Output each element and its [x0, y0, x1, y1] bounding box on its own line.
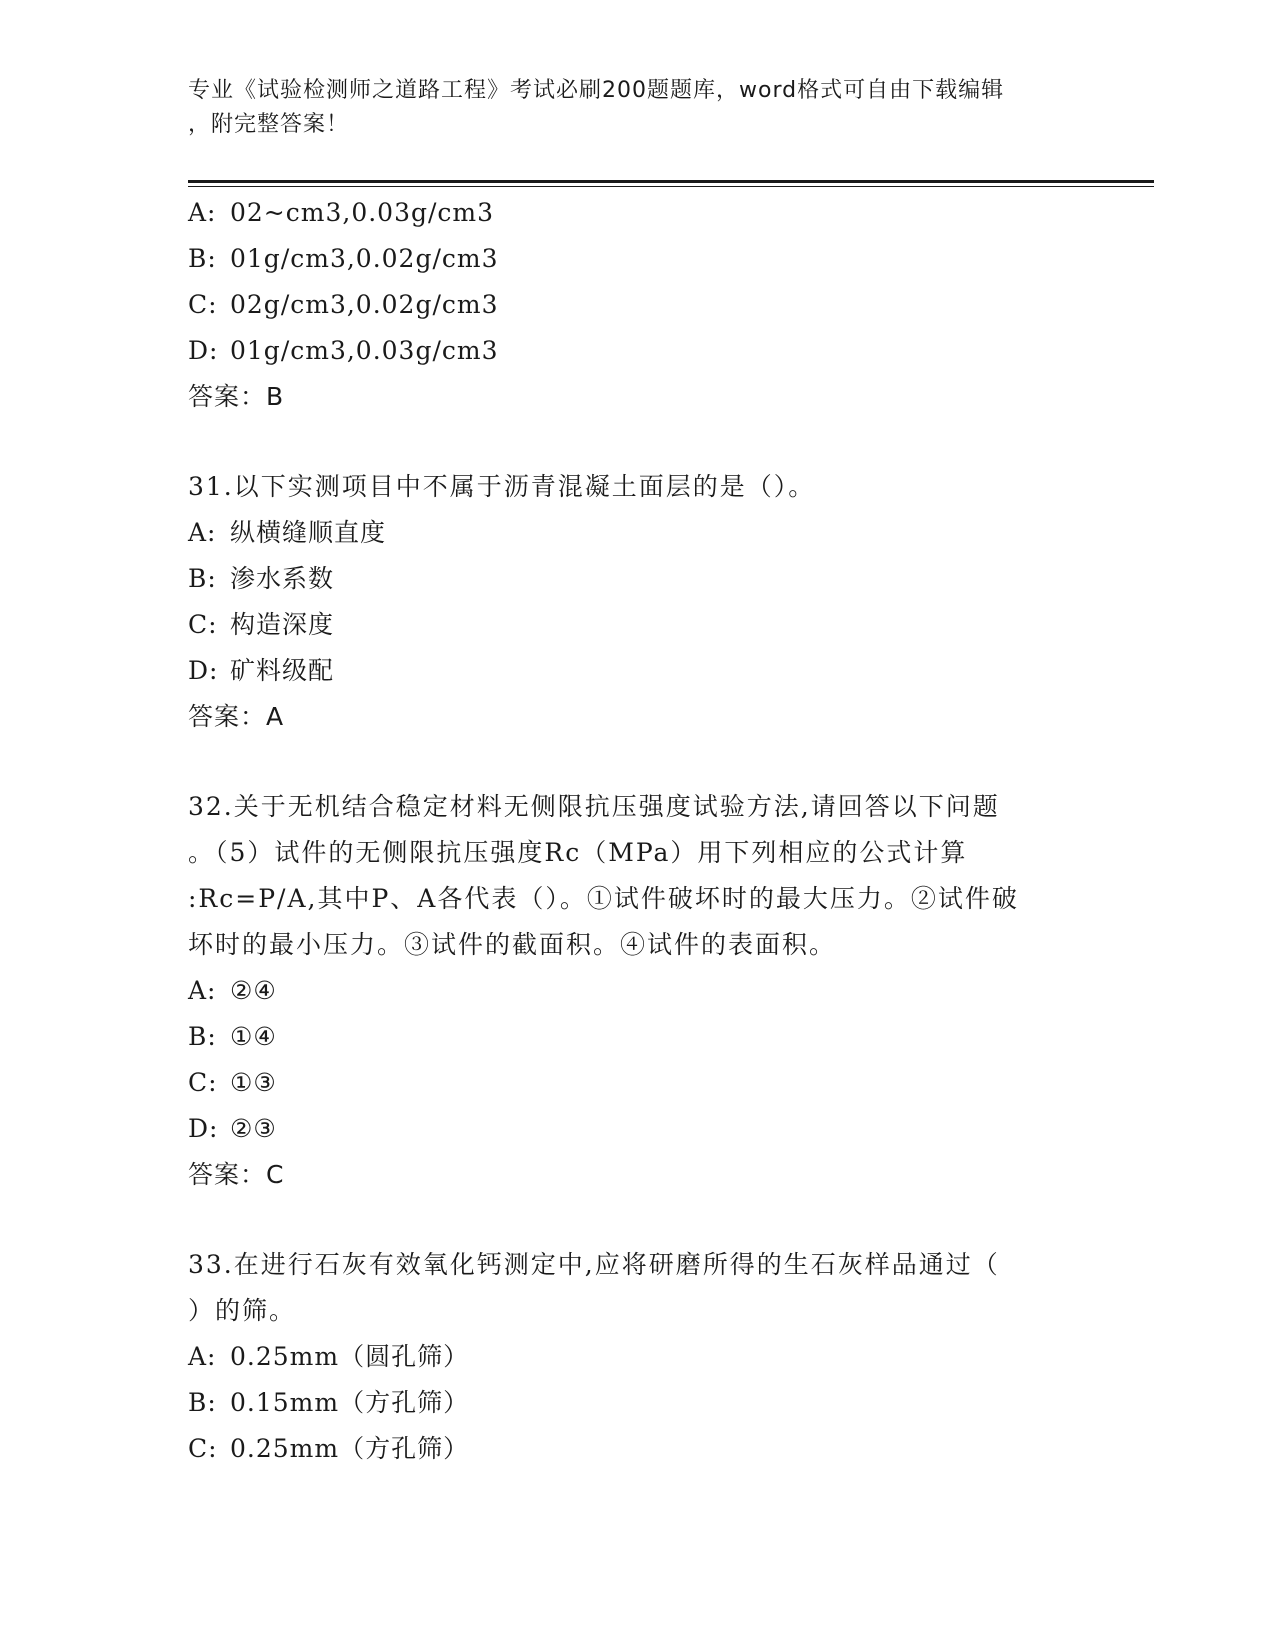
- option-label: A:: [188, 1342, 217, 1371]
- option-label: D:: [188, 1114, 219, 1143]
- option-label: A:: [188, 976, 217, 1005]
- header-rule-thin: [188, 186, 1154, 187]
- option-label: B:: [188, 1022, 217, 1051]
- question-text-line-1: 32.关于无机结合稳定材料无侧限抗压强度试验方法,请回答以下问题: [188, 792, 1000, 821]
- question-block-30: [188, 190, 1088, 420]
- question-block-31: [188, 464, 1088, 740]
- header-line-2: ，附完整答案！: [188, 112, 350, 137]
- option-label: A:: [188, 518, 217, 547]
- option-label: C:: [188, 290, 218, 319]
- answer-line: 答案：C: [188, 1160, 285, 1189]
- option-a: [188, 1334, 1088, 1380]
- option-d: [188, 328, 1088, 374]
- option-label: B:: [188, 244, 217, 273]
- option-c: [188, 602, 1088, 648]
- option-label: C:: [188, 610, 218, 639]
- question-text-line-1: 33.在进行石灰有效氧化钙测定中,应将研磨所得的生石灰样品通过（: [188, 1250, 1000, 1279]
- option-text: 构造深度: [230, 610, 335, 639]
- option-b: [188, 1014, 1088, 1060]
- question-text: 31.以下实测项目中不属于沥青混凝土面层的是（）。: [188, 472, 816, 501]
- option-d: [188, 648, 1088, 694]
- page-header: [188, 74, 1088, 142]
- option-text: 0.15mm（方孔筛）: [230, 1388, 470, 1417]
- option-label: C:: [188, 1434, 218, 1463]
- option-b: [188, 556, 1088, 602]
- question-text-line-2: ）的筛。: [188, 1296, 297, 1325]
- option-text: 0.25mm（圆孔筛）: [230, 1342, 470, 1371]
- option-text: 渗水系数: [230, 564, 335, 593]
- option-label: D:: [188, 336, 219, 365]
- option-c: [188, 1426, 1088, 1472]
- option-b: [188, 236, 1088, 282]
- header-line-1: 专业《试验检测师之道路工程》考试必刷200题题库，word格式可自由下载编辑: [188, 78, 1005, 103]
- question-block-32: [188, 784, 1088, 1198]
- option-a: [188, 968, 1088, 1014]
- option-text: 01g/cm3,0.03g/cm3: [230, 336, 499, 365]
- option-label: A:: [188, 198, 217, 227]
- question-block-33: [188, 1242, 1088, 1472]
- option-text: 矿料级配: [230, 656, 335, 685]
- option-text: 01g/cm3,0.02g/cm3: [230, 244, 499, 273]
- option-text: 纵横缝顺直度: [230, 518, 387, 547]
- option-text: 02g/cm3,0.02g/cm3: [230, 290, 499, 319]
- question-text-line-3: :Rc=P/A,其中P、A各代表（）。①试件破坏时的最大压力。②试件破: [188, 884, 1019, 913]
- answer-line: 答案：A: [188, 702, 285, 731]
- option-text: 02~cm3,0.03g/cm3: [230, 198, 495, 227]
- question-text-line-2: 。（5）试件的无侧限抗压强度Rc（MPa）用下列相应的公式计算: [188, 838, 968, 867]
- option-text: ②③: [230, 1114, 277, 1143]
- option-text: 0.25mm（方孔筛）: [230, 1434, 470, 1463]
- option-d: [188, 1106, 1088, 1152]
- option-text: ①④: [230, 1022, 277, 1051]
- option-label: B:: [188, 564, 217, 593]
- option-a: [188, 510, 1088, 556]
- document-body: [188, 190, 1088, 1472]
- header-rule-thick: [188, 180, 1154, 183]
- option-c: [188, 1060, 1088, 1106]
- option-text: ①③: [230, 1068, 277, 1097]
- question-text-line-4: 坏时的最小压力。③试件的截面积。④试件的表面积。: [188, 930, 837, 959]
- option-label: D:: [188, 656, 219, 685]
- option-text: ②④: [230, 976, 277, 1005]
- option-a: [188, 190, 1088, 236]
- answer-line: 答案：B: [188, 382, 285, 411]
- option-b: [188, 1380, 1088, 1426]
- option-label: C:: [188, 1068, 218, 1097]
- option-label: B:: [188, 1388, 217, 1417]
- option-c: [188, 282, 1088, 328]
